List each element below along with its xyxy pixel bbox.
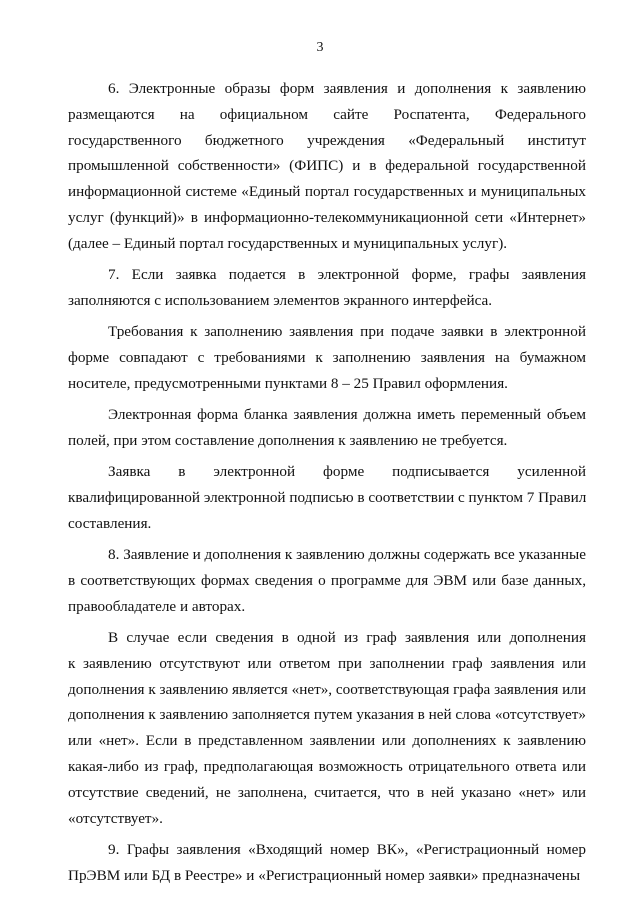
paragraph-line: носителе, предусмотренными пунктами 8 – 25 Правил оформления. [68,374,508,392]
paragraph [68,625,586,831]
paragraph-line: правообладателе и авторах. [68,597,246,615]
paragraph-line: услуг (функций)» в информационно-телекоммуникационной сети «Интернет» [68,208,586,226]
paragraph-line: форме совпадают с требованиями к заполнению заявления на бумажном [68,348,586,366]
paragraph-line: Электронная форма бланка заявления должна иметь переменный объем [108,406,586,424]
paragraph-line: дополнения к заявлению является «нет», соответствующая графа заявления или [68,680,586,698]
paragraph [68,837,586,889]
paragraph-line: квалифицированной электронной подписью в соответствии с пунктом 7 Правил [68,488,587,506]
paragraph-line: заполняются с использованием элементов экранного интерфейса. [68,291,493,309]
paragraph [68,402,586,454]
paragraph-line: к заявлению отсутствуют или ответом при заполнении граф заявления или [68,654,586,672]
paragraph [68,542,586,619]
paragraph-line: Заявка в электронной форме подписывается усиленной [108,463,586,481]
document-body [68,76,586,888]
paragraph-line: государственного бюджетного учреждения «Федеральный институт [68,131,586,149]
paragraph-line: дополнения к заявлению заполняется путем указания в ней слова «отсутствует» [68,706,586,724]
paragraph-line: Требования к заполнению заявления при подаче заявки в электронной [108,323,586,341]
paragraph [68,76,586,257]
paragraph [68,319,586,396]
paragraph-line: составления. [68,514,152,532]
paragraph-line: размещаются на официальном сайте Роспатента, Федерального [68,105,586,123]
paragraph-line: информационной системе «Единый портал государственных и муниципальных [68,183,586,201]
paragraph-line: в соответствующих формах сведения о программе для ЭВМ или базе данных, [68,571,586,589]
paragraph-line: «отсутствует». [68,809,163,827]
paragraph-line: (далее – Единый портал государственных и муниципальных услуг). [68,234,508,252]
page-number: 3 [316,40,324,55]
paragraph-line: 9. Графы заявления «Входящий номер ВК», «Регистрационный номер [108,840,586,858]
paragraph-line: промышленной собственности» (ФИПС) и в федеральной государственной [68,157,586,175]
paragraph-line: 6. Электронные образы форм заявления и дополнения к заявлению [108,80,586,97]
paragraph-line: какая-либо из граф, предполагающая возможность отрицательного ответа или [68,757,586,775]
paragraph [68,459,586,536]
paragraph-line: полей, при этом составление дополнения к заявлению не требуется. [68,431,508,449]
paragraph [68,262,586,314]
paragraph-line: отсутствие сведений, не заполнена, считается, что в ней указано «нет» или [68,783,586,801]
paragraph-line: 8. Заявление и дополнения к заявлению должны содержать все указанные [108,546,586,564]
paragraph-line: В случае если сведения в одной из граф заявления или дополнения [108,628,586,646]
paragraph-line: ПрЭВМ или БД в Реестре» и «Регистрационный номер заявки» предназначены [68,866,581,884]
paragraph-line: 7. Если заявка подается в электронной форме, графы заявления [108,266,586,284]
paragraph-line: или «нет». Если в представленном заявлении или дополнениях к заявлению [68,732,586,750]
